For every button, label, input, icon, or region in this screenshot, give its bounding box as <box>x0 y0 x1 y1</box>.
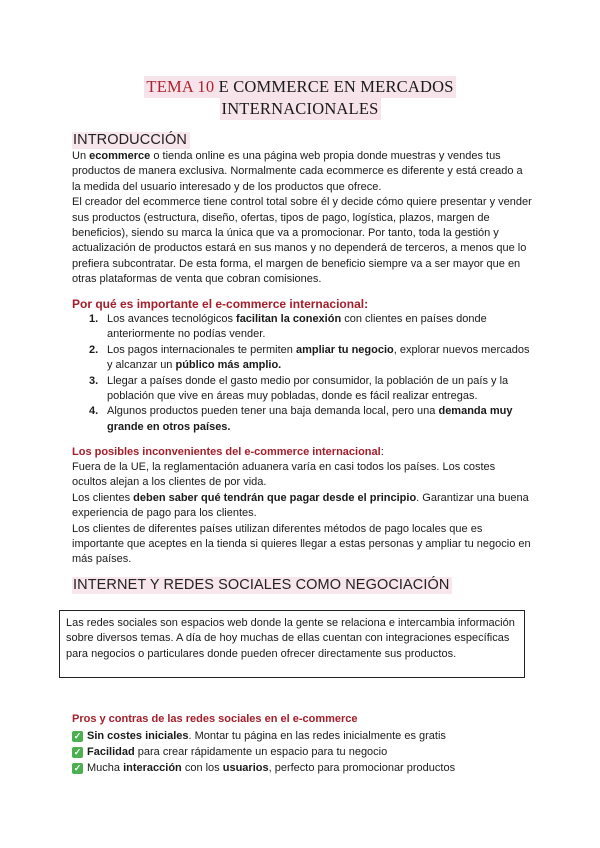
drawbacks-body <box>72 460 532 568</box>
list-item: 4. Algunos productos pueden tener una baja demanda local, pero una demanda muy grande en otros países. <box>89 405 513 433</box>
title-line-1-text: E COMMERCE EN MERCADOS <box>218 77 454 96</box>
list-item: ✓ Facilidad para crear rápidamente un espacio para tu negocio <box>73 746 388 758</box>
drawbacks-heading: Los posibles inconvenientes del e-commerce internacional: <box>72 446 384 458</box>
title-line-1 <box>144 76 455 98</box>
list-item: ✓ Sin costes iniciales. Montar tu página en las redes inicialmente es gratis <box>73 730 446 742</box>
definition-text: Las redes sociales son espacios web donde la gente se relaciona e intercambia información sobre diversos temas. A día de hoy muchas de ellas cuentan con integraciones específicas para negocios o particulares donde pueden ofrecer directamente sus productos. <box>66 617 515 660</box>
intro-paragraph-1: Un ecommerce o tienda online es una página web propia donde muestras y vendes tus productos de manera exclusiva. Normalmente cada ecommerce es diferente y está creado a la medida del usuario interesado y de los productos que ofrece. <box>72 150 523 193</box>
title-line-2: INTERNACIONALES <box>221 99 379 118</box>
intro-paragraph-2: El creador del ecommerce tiene control total sobre él y decide cómo quiere presentar y vender sus productos (estructura, diseño, ofertas, tipos de pago, logística, plazos, margen de beneficios), siendo su marca la única que va a promocionar. Por tanto, toda la gestión y actualización de productos estará en sus manos y no dependerá de terceros, a menos que lo prefiera subcontratar. De esta forma, el margen de beneficio siempre va a ser mayor que en otras plataformas de venta que cobran comisiones. <box>72 196 532 286</box>
check-icon: ✓ <box>73 762 82 773</box>
drawbacks-paragraph-2: Los clientes deben saber qué tendrán que pagar desde el principio. Garantizar una buena experiencia de pago para los clientes. <box>72 491 529 520</box>
list-item: 2. Los pagos internacionales te permiten ampliar tu negocio, explorar nuevos mercados y alcanzar un público más amplio. <box>89 343 530 372</box>
document-title <box>72 76 528 120</box>
intro-heading: INTRODUCCIÓN <box>72 132 190 149</box>
title-topic-number: TEMA 10 <box>146 77 215 96</box>
list-item: 1. Los avances tecnológicos facilitan la conexión con clientes en países donde anteriormente no podías vender. <box>89 313 487 341</box>
pros-heading: Pros y contras de las redes sociales en el e-commerce <box>72 713 358 725</box>
internet-heading: INTERNET Y REDES SOCIALES COMO NEGOCIACIÓN <box>72 577 452 594</box>
list-item: 3. Llegar a países donde el gasto medio por consumidor, la población de un país y la población que vive en áreas muy pobladas, donde es fácil realizar entregas. <box>89 374 509 403</box>
intro-body <box>72 149 532 288</box>
check-icon: ✓ <box>73 746 82 757</box>
importance-heading: Por qué es importante el e-commerce internacional: <box>72 297 369 311</box>
list-item: ✓ Mucha interacción con los usuarios, perfecto para promocionar productos <box>73 762 456 774</box>
drawbacks-paragraph-1: Fuera de la UE, la reglamentación aduanera varía en casi todos los países. Los costes ocultos alejan a los clientes de por vida. <box>72 461 496 489</box>
pros-section <box>72 711 532 776</box>
drawbacks-paragraph-3: Los clientes de diferentes países utilizan diferentes métodos de pago locales que es importante que aceptes en la tienda si quieres llegar a estas personas y ampliar tu negocio en más países. <box>72 522 531 566</box>
check-icon: ✓ <box>73 730 82 741</box>
social-networks-definition-box <box>59 610 525 678</box>
importance-list <box>72 312 532 435</box>
